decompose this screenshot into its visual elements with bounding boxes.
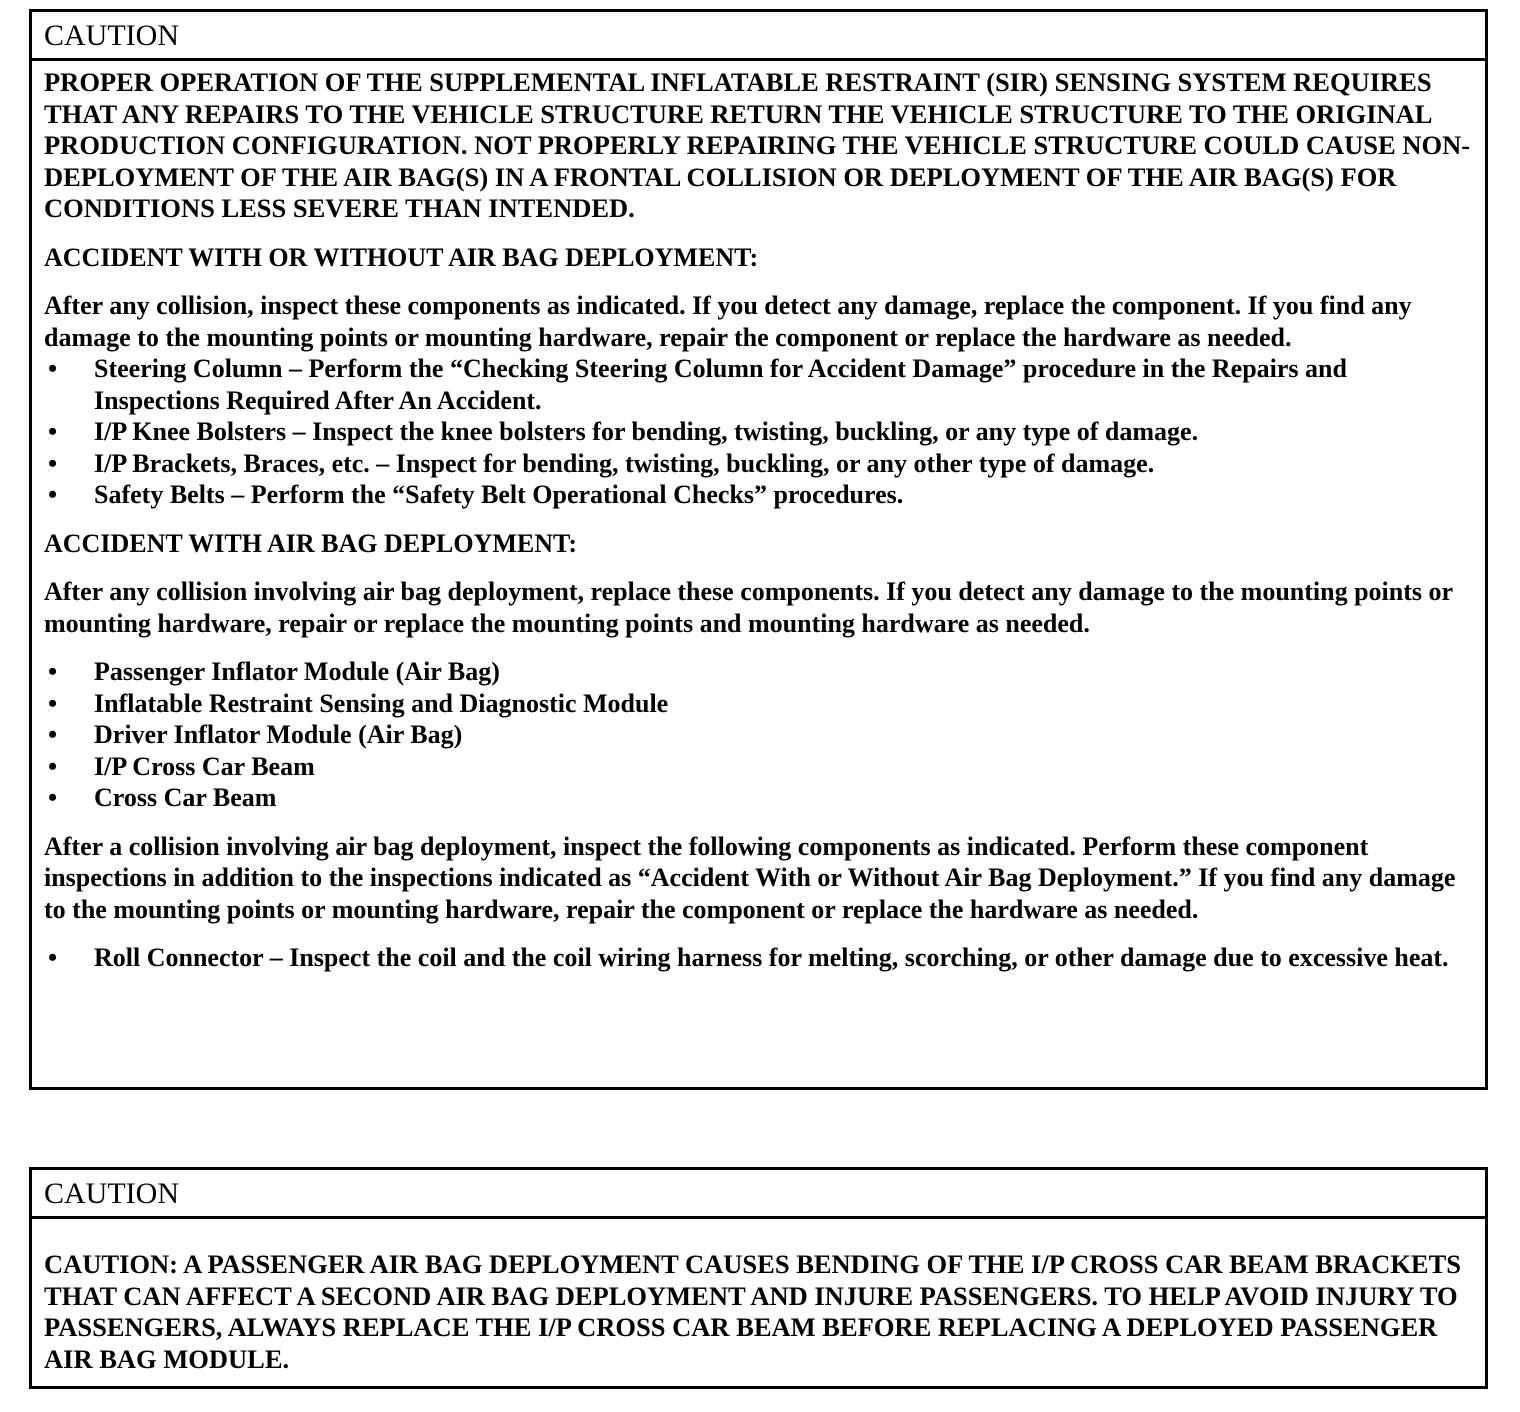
passenger-airbag-caution-text: CAUTION: A PASSENGER AIR BAG DEPLOYMENT CAUSES BENDING OF THE I/P CROSS CAR BEAM BRACKETS THAT CAN AFFECT A SECOND AIR BAG DEPLOYMENT AND INJURE PASSENGERS. TO HELP AVOID INJURY TO PASSENGERS, ALWAYS REPLACE THE I/P CROSS CAR BEAM BEFORE REPLACING A DEPLOYED PASSENGER AIR BAG MODULE. [44,1249,1462,1374]
inspection-list [44,353,1473,511]
list-item: • Passenger Inflator Module (Air Bag) [48,657,500,686]
list-item: • Roll Connector – Inspect the coil and the coil wiring harness for melting, scorching, or other damage due to excessive heat. [48,943,1449,972]
section-text-post-deployment: After a collision involving air bag deployment, inspect the following components as indicated. Perform these component inspections in addition to the inspections indicated as “Accident With or Without Air Bag Deployment.” If you find any damage to the mounting points or mounting hardware, repair the component or replace the hardware as needed. [44,831,1456,924]
sir-intro-text: PROPER OPERATION OF THE SUPPLEMENTAL INFLATABLE RESTRAINT (SIR) SENSING SYSTEM REQUIRES THAT ANY REPAIRS TO THE VEHICLE STRUCTURE RETURN THE VEHICLE STRUCTURE TO THE ORIGINAL PRODUCTION CONFIGURATION. NOT PROPERLY REPAIRING THE VEHICLE STRUCTURE COULD CAUSE NON-DEPLOYMENT OF THE AIR BAG(S) IN A FRONTAL COLLISION OR DEPLOYMENT OF THE AIR BAG(S) FOR CONDITIONS LESS SEVERE THAN INTENDED. [44,67,1471,223]
list-item: • I/P Brackets, Braces, etc. – Inspect for bending, twisting, buckling, or any other type of damage. [48,448,1155,478]
list-item: • Steering Column – Perform the “Checking Steering Column for Accident Damage” procedure in the Repairs and Inspections Required After An Accident. [48,354,1347,415]
list-item: • Cross Car Beam [48,783,277,812]
section-title-with-or-without: ACCIDENT WITH OR WITHOUT AIR BAG DEPLOYMENT: [44,242,759,272]
caution-body-2 [32,1219,1485,1375]
section-text-with-or-without: After any collision, inspect these components as indicated. If you detect any damage, replace the component. If you find any damage to the mounting points or mounting hardware, repair the component or replace the hardware as needed. [44,291,1412,352]
section-title-with-deployment: ACCIDENT WITH AIR BAG DEPLOYMENT: [44,528,578,558]
caution-heading-1: CAUTION [32,12,1485,61]
list-item: • I/P Knee Bolsters – Inspect the knee bolsters for bending, twisting, buckling, or any type of damage. [48,417,1199,446]
caution-box-1 [29,9,1488,1090]
list-item: • Driver Inflator Module (Air Bag) [48,720,463,749]
caution-heading-2: CAUTION [32,1170,1485,1219]
section-text-with-deployment: After any collision involving air bag deployment, replace these components. If you detect any damage to the mounting points or mounting hardware, repair or replace the mounting points and mounting hardware as needed. [44,577,1453,638]
list-item: • Inflatable Restraint Sensing and Diagnostic Module [48,688,669,718]
replace-list [44,656,1473,814]
post-deployment-list [44,942,1473,974]
caution-body-1 [32,61,1485,974]
list-item: • Safety Belts – Perform the “Safety Belt Operational Checks” procedures. [48,480,904,509]
caution-box-2 [29,1167,1488,1389]
list-item: • I/P Cross Car Beam [48,751,315,781]
